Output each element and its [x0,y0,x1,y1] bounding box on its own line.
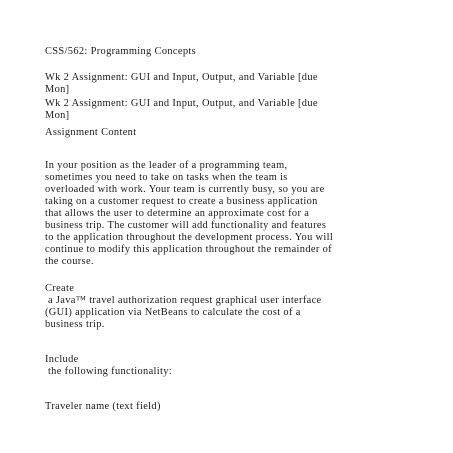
assignment-title-2-line-2: Mon] [45,110,70,121]
content-heading: Assignment Content [45,127,137,138]
assignment-title-1-line-1: Wk 2 Assignment: GUI and Input, Output, and Variable [due [45,72,318,83]
create-paragraph-line: business trip. [45,319,105,330]
course-title: CSS/562: Programming Concepts [45,46,197,57]
create-heading: Create [45,283,75,294]
include-heading: Include [45,354,79,365]
create-paragraph-line: (GUI) application via NetBeans to calculate the cost of a [45,307,301,318]
assignment-title-2-line-1: Wk 2 Assignment: GUI and Input, Output, and Variable [due [45,98,318,109]
create-paragraph-line: a Java™ travel authorization request graphical user interface [45,295,322,306]
intro-paragraph-line: taking on a customer request to create a business application [45,196,318,207]
intro-paragraph-line: overloaded with work. Your team is currently busy, so you are [45,184,325,195]
assignment-title-1-line-2: Mon] [45,84,70,95]
intro-paragraph-line: the course. [45,256,94,267]
intro-paragraph-line: business trip. The customer will add functionality and features [45,220,327,231]
intro-paragraph-line: In your position as the leader of a programming team, [45,160,288,171]
intro-paragraph-line: that allows the user to determine an approximate cost for a [45,208,310,219]
intro-paragraph-line: sometimes you need to take on tasks when the team is [45,172,288,183]
intro-paragraph-line: to the application throughout the development process. You will [45,232,334,243]
intro-paragraph-line: continue to modify this application throughout the remainder of [45,244,332,255]
traveler-name-item: Traveler name (text field) [45,401,161,412]
include-paragraph-line: the following functionality: [45,366,173,377]
